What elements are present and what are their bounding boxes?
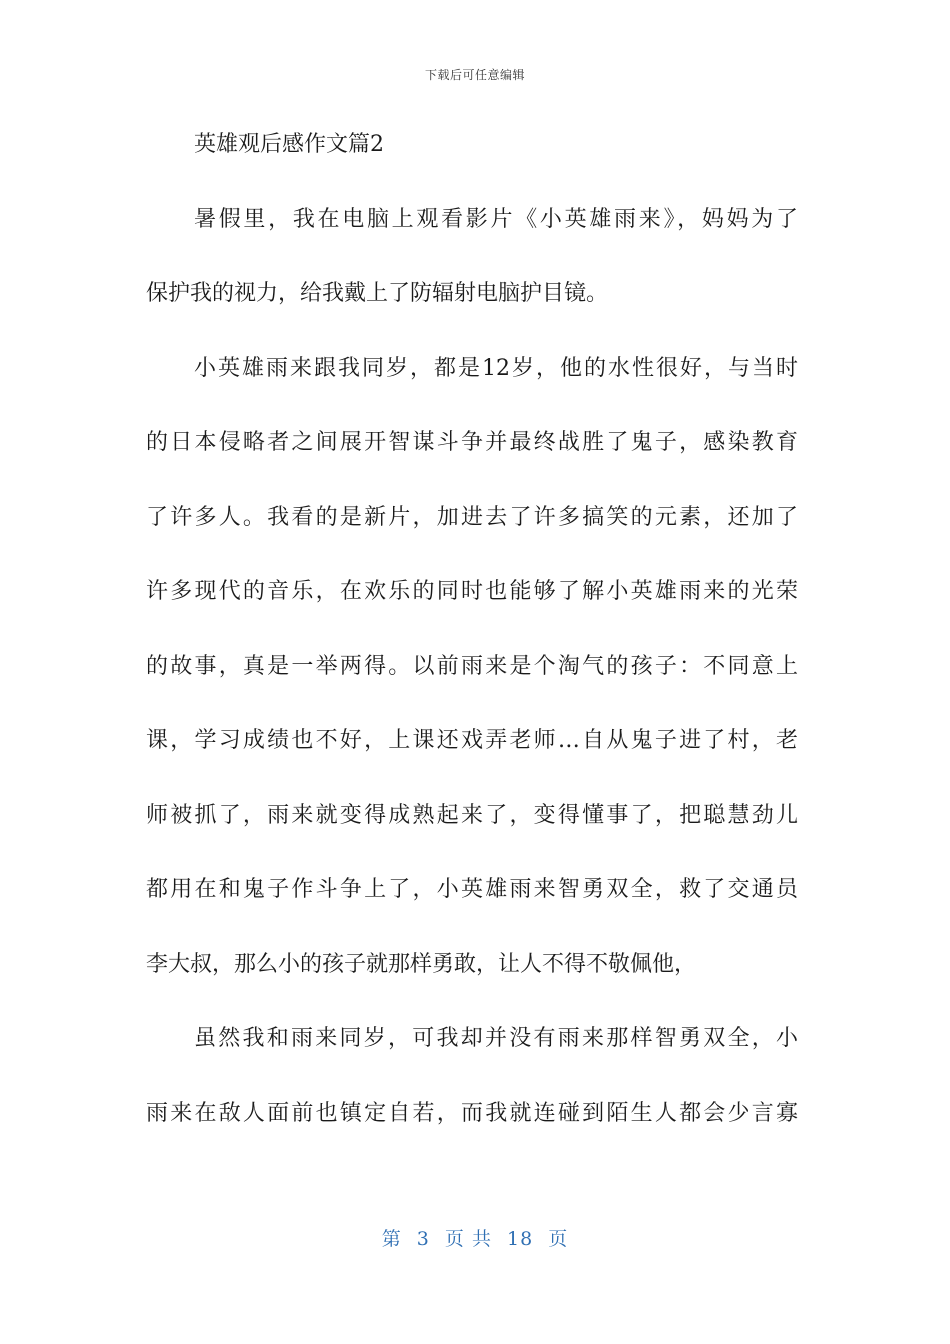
paragraph-line: 都用在和鬼子作斗争上了，小英雄雨来智勇双全，救了交通员 [146,877,798,902]
paragraph-line: 保护我的视力，给我戴上了防辐射电脑护目镜。 [146,281,609,306]
paragraph-line: 了许多人。我看的是新片，加进去了许多搞笑的元素，还加了 [146,504,798,530]
article-title: 英雄观后感作文篇2 [194,132,384,157]
paragraph-line: 师被抓了，雨来就变得成熟起来了，变得懂事了，把聪慧劲儿 [146,802,798,828]
footer-page-number: 3 [416,1228,430,1250]
paragraph-line: 许多现代的音乐，在欢乐的同时也能够了解小英雄雨来的光荣 [146,579,798,604]
footer-middle: 页 共 [444,1228,492,1250]
paragraph-line: 小英雄雨来跟我同岁，都是12岁，他的水性很好，与当时 [194,355,798,381]
article-body [146,122,798,1165]
footer-prefix: 第 [381,1228,402,1250]
paragraph-line: 暑假里，我在电脑上观看影片《小英雄雨来》，妈妈为了 [194,206,798,232]
page-footer [0,1224,950,1251]
footer-total: 18 [507,1228,534,1250]
paragraph-line: 的日本侵略者之间展开智谋斗争并最终战胜了鬼子，感染教育 [146,430,798,455]
paragraph-line: 的故事，真是一举两得。以前雨来是个淘气的孩子：不同意上 [146,653,798,679]
paragraph-line: 李大叔，那么小的孩子就那样勇敢，让人不得不敬佩他， [146,951,697,977]
paragraph-line: 课，学习成绩也不好，上课还戏弄老师…自从鬼子进了村，老 [146,728,798,753]
paragraph-line: 雨来在敌人面前也镇定自若，而我就连碰到陌生人都会少言寡 [146,1100,798,1126]
footer-suffix: 页 [548,1228,569,1250]
header-note: 下载后可任意编辑 [424,68,525,82]
paragraph-line: 虽然我和雨来同岁，可我却并没有雨来那样智勇双全，小 [194,1026,798,1051]
